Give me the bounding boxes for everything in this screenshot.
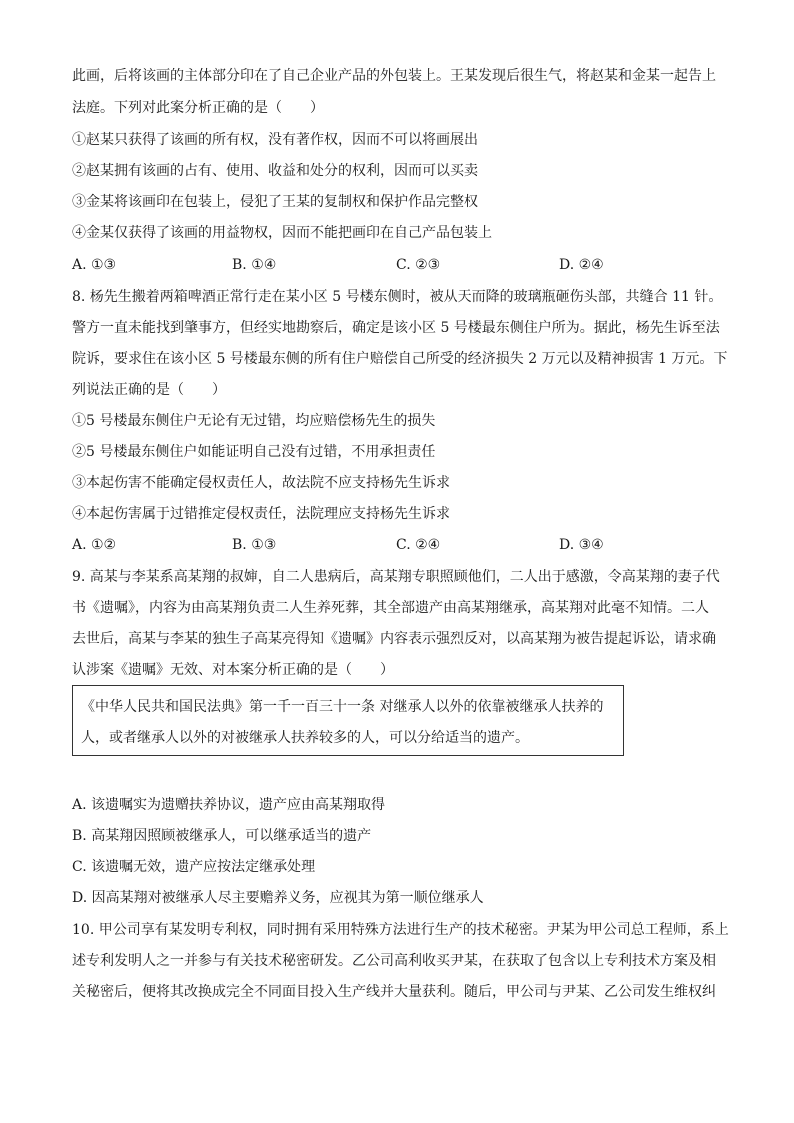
q10-stem-line-2: 述专利发明人之一并参与有关技术秘密研发。乙公司高利收买尹某，在获取了包含以上专利技术方案及相 — [72, 953, 716, 969]
q7-options — [72, 255, 732, 275]
q9-option-d: D. 因高某翔对被继承人尽主要赡养义务，应视其为第一顺位继承人 — [72, 890, 484, 906]
q9-option-b: B. 高某翔因照顾被继承人，可以继承适当的遗产 — [72, 828, 372, 844]
q9-stem-line-4: 认涉案《遗嘱》无效、对本案分析正确的是（ ） — [72, 662, 394, 678]
q8-stem-line-4: 列说法正确的是（ ） — [72, 382, 226, 398]
q8-option-c: C. ②④ — [396, 537, 441, 553]
q8-stem-line-2: 警方一直未能找到肇事方，但经实地勘察后，确定是该小区 5 号楼最东侧住户所为。据此，杨先生诉至法 — [72, 320, 720, 336]
q7-stem-line-2: 法庭。下列对此案分析正确的是（ ） — [72, 100, 324, 116]
q7-item-1: ①赵某只获得了该画的所有权，没有著作权，因而不可以将画展出 — [72, 132, 478, 148]
q8-item-3: ③本起伤害不能确定侵权责任人，故法院不应支持杨先生诉求 — [72, 475, 450, 491]
q8-stem-line-1: 8. 杨先生搬着两箱啤酒正常行走在某小区 5 号楼东侧时，被从天而降的玻璃瓶砸伤头部，共缝合 11 针。 — [72, 289, 723, 305]
q8-options — [72, 535, 732, 555]
q8-option-a: A. ①② — [72, 537, 117, 553]
q7-item-4: ④金某仅获得了该画的用益物权，因而不能把画印在自己产品包装上 — [72, 225, 492, 241]
legal-quote-line-2: 人，或者继承人以外的对被继承人扶养较多的人，可以分给适当的遗产。 — [81, 730, 529, 746]
q7-stem-line-1: 此画，后将该画的主体部分印在了自己企业产品的外包装上。王某发现后很生气，将赵某和金某一起告上 — [72, 68, 716, 84]
legal-quote-line-1: 《中华人民共和国民法典》第一千一百三十一条 对继承人以外的依靠被继承人扶养的 — [81, 699, 604, 715]
q9-stem-line-3: 去世后，高某与李某的独生子高某亮得知《遗嘱》内容表示强烈反对，以高某翔为被告提起诉讼，请求确 — [72, 631, 716, 647]
q8-stem-line-3: 院诉，要求住在该小区 5 号楼最东侧的所有住户赔偿自己所受的经济损失 2 万元以及精神损害 1 万元。下 — [72, 351, 728, 367]
q7-item-3: ③金某将该画印在包装上，侵犯了王某的复制权和保护作品完整权 — [72, 194, 478, 210]
q7-option-a: A. ①③ — [72, 257, 117, 273]
legal-quote-box — [72, 685, 624, 756]
q9-stem-line-1: 9. 高某与李某系高某翔的叔婶，自二人患病后，高某翔专职照顾他们，二人出于感激，令高某翔的妻子代 — [72, 569, 720, 585]
q9-option-a: A. 该遗嘱实为遗赠扶养协议，遗产应由高某翔取得 — [72, 797, 386, 813]
q7-option-b: B. ①④ — [232, 257, 277, 273]
q10-stem-line-3: 关秘密后，便将其改换成完全不同面目投入生产线并大量获利。随后，甲公司与尹某、乙公司发生维权纠 — [72, 984, 716, 1000]
q10-stem-line-1: 10. 甲公司享有某发明专利权，同时拥有采用特殊方法进行生产的技术秘密。尹某为甲公司总工程师，系上 — [72, 922, 729, 938]
q7-item-2: ②赵某拥有该画的占有、使用、收益和处分的权利，因而可以买卖 — [72, 163, 478, 179]
q7-option-c: C. ②③ — [396, 257, 441, 273]
q9-option-c: C. 该遗嘱无效，遗产应按法定继承处理 — [72, 859, 316, 875]
q9-stem-line-2: 书《遗嘱》，内容为由高某翔负责二人生养死葬，其全部遗产由高某翔继承，高某翔对此毫不知情。二人 — [72, 600, 709, 616]
q8-option-d: D. ③④ — [559, 537, 604, 553]
q8-option-b: B. ①③ — [232, 537, 277, 553]
q8-item-4: ④本起伤害属于过错推定侵权责任，法院理应支持杨先生诉求 — [72, 506, 450, 522]
q8-item-1: ①5 号楼最东侧住户无论有无过错，均应赔偿杨先生的损失 — [72, 413, 436, 429]
q8-item-2: ②5 号楼最东侧住户如能证明自己没有过错，不用承担责任 — [72, 444, 436, 460]
q7-option-d: D. ②④ — [559, 257, 604, 273]
